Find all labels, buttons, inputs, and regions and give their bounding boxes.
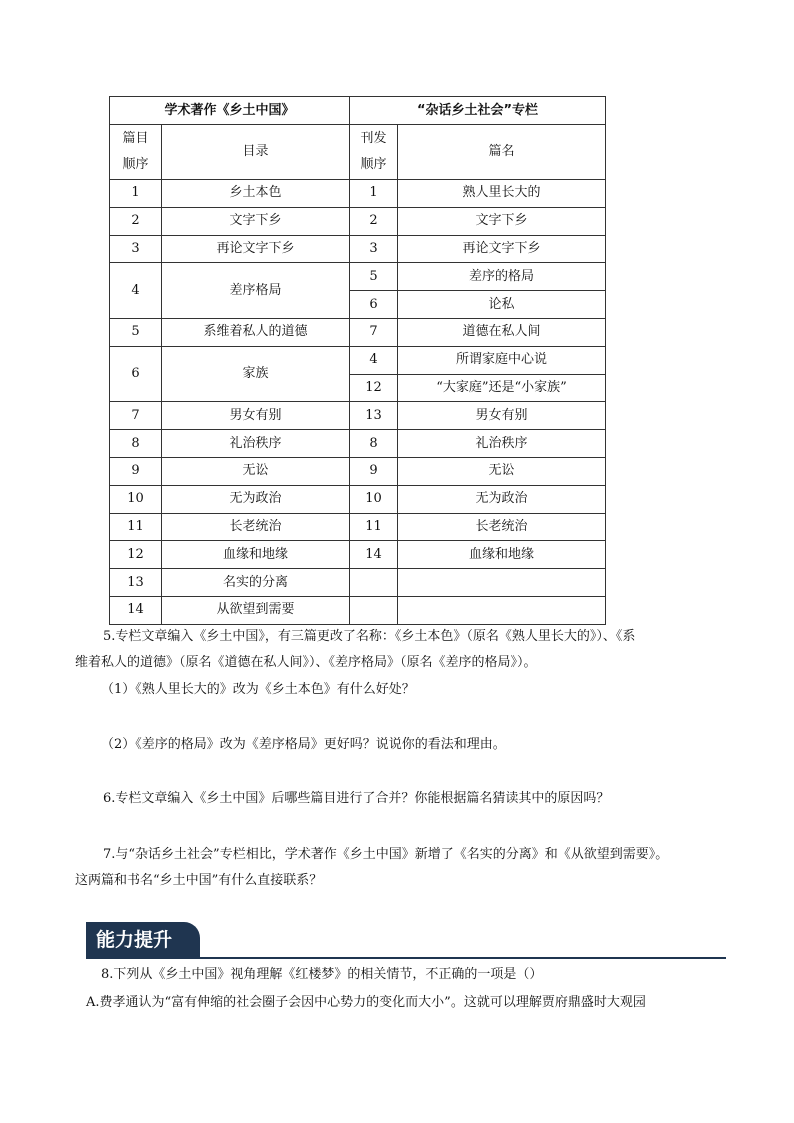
cell: 长老统治 (398, 513, 606, 541)
table-row (110, 402, 606, 430)
cell: 系维着私人的道德 (162, 318, 350, 346)
table-row (110, 596, 606, 624)
table-row (110, 513, 606, 541)
cell (398, 569, 606, 597)
cell: 14 (110, 596, 162, 624)
cell: 7 (350, 318, 398, 346)
cell: 7 (110, 402, 162, 430)
cell: 4 (350, 346, 398, 374)
cell: 再论文字下乡 (398, 235, 606, 263)
cell: 礼治秩序 (162, 430, 350, 458)
comparison-table (109, 96, 606, 625)
cell: 家族 (162, 346, 350, 402)
cell: 文字下乡 (398, 207, 606, 235)
cell: 无讼 (162, 457, 350, 485)
cell: 1 (350, 180, 398, 208)
cell: 血缘和地缘 (398, 541, 606, 569)
cell: 名实的分离 (162, 569, 350, 597)
table-subheader-row (110, 125, 606, 180)
cell: 8 (110, 430, 162, 458)
q8-option-a: A.费孝通认为“富有伸缩的社会圈子会因中心势力的变化而大小”。这就可以理解贾府鼎盛时大观园 (86, 995, 646, 1010)
cell: 11 (350, 513, 398, 541)
cell: 9 (110, 457, 162, 485)
col-header-contents: 目录 (162, 125, 350, 180)
cell: 4 (110, 263, 162, 319)
q5-line1: 5.专栏文章编入《乡土中国》，有三篇更改了名称：《乡土本色》（原名《熟人里长大的》）、《系 (103, 629, 636, 644)
q5-line2: 维着私人的道德》（原名《道德在私人间》）、《差序格局》（原名《差序的格局》）。 (75, 655, 537, 670)
cell: 1 (110, 180, 162, 208)
q6: 6.专栏文章编入《乡土中国》后哪些篇目进行了合并？你能根据篇名猜读其中的原因吗？ (103, 791, 610, 806)
table-row (110, 180, 606, 208)
cell: 再论文字下乡 (162, 235, 350, 263)
cell: 差序的格局 (398, 263, 606, 291)
q7-line2: 这两篇和书名“乡土中国”有什么直接联系？ (75, 873, 323, 888)
col-header-title: 篇名 (398, 125, 606, 180)
cell: “大家庭”还是“小家族” (398, 374, 606, 402)
cell (350, 596, 398, 624)
cell: 2 (350, 207, 398, 235)
cell: 12 (110, 541, 162, 569)
cell: 礼治秩序 (398, 430, 606, 458)
cell: 差序格局 (162, 263, 350, 319)
cell: 14 (350, 541, 398, 569)
cell: 10 (110, 485, 162, 513)
cell: 文字下乡 (162, 207, 350, 235)
cell: 12 (350, 374, 398, 402)
table-row (110, 346, 606, 374)
col-header-publish-order: 刊发 顺序 (350, 125, 398, 180)
cell: 无为政治 (162, 485, 350, 513)
table-row (110, 318, 606, 346)
cell: 男女有别 (162, 402, 350, 430)
cell: 熟人里长大的 (398, 180, 606, 208)
table-row (110, 430, 606, 458)
table-row (110, 541, 606, 569)
cell: 无为政治 (398, 485, 606, 513)
q8-stem: 8.下列从《乡土中国》视角理解《红楼梦》的相关情节，不正确的一项是（） (101, 967, 543, 982)
cell: 血缘和地缘 (162, 541, 350, 569)
cell: 11 (110, 513, 162, 541)
cell: 2 (110, 207, 162, 235)
cell (398, 596, 606, 624)
cell: 论私 (398, 291, 606, 319)
cell: 13 (350, 402, 398, 430)
cell (350, 569, 398, 597)
cell: 男女有别 (398, 402, 606, 430)
cell: 13 (110, 569, 162, 597)
table-row (110, 569, 606, 597)
cell: 8 (350, 430, 398, 458)
cell: 道德在私人间 (398, 318, 606, 346)
section-title-badge: 能力提升 (86, 922, 200, 958)
cell: 10 (350, 485, 398, 513)
table-row (110, 485, 606, 513)
cell: 无讼 (398, 457, 606, 485)
q7-line1: 7.与“杂话乡土社会”专栏相比，学术著作《乡土中国》新增了《名实的分离》和《从欲望到需要》。 (103, 847, 669, 862)
table-row (110, 263, 606, 291)
cell: 5 (110, 318, 162, 346)
cell: 6 (110, 346, 162, 402)
right-header: “杂话乡土社会”专栏 (350, 97, 606, 125)
cell: 6 (350, 291, 398, 319)
cell: 5 (350, 263, 398, 291)
section-divider (86, 957, 726, 959)
cell: 9 (350, 457, 398, 485)
cell: 从欲望到需要 (162, 596, 350, 624)
cell: 乡土本色 (162, 180, 350, 208)
table-row (110, 207, 606, 235)
col-header-order: 篇目 顺序 (110, 125, 162, 180)
left-header: 学术著作《乡土中国》 (110, 97, 350, 125)
cell: 所谓家庭中心说 (398, 346, 606, 374)
cell: 3 (350, 235, 398, 263)
table-header-row (110, 97, 606, 125)
q5-sub1: （1）《熟人里长大的》改为《乡土本色》有什么好处？ (101, 682, 415, 697)
table-row (110, 235, 606, 263)
cell: 长老统治 (162, 513, 350, 541)
q5-sub2: （2）《差序的格局》改为《差序格局》更好吗？说说你的看法和理由。 (101, 737, 506, 752)
table-row (110, 457, 606, 485)
cell: 3 (110, 235, 162, 263)
